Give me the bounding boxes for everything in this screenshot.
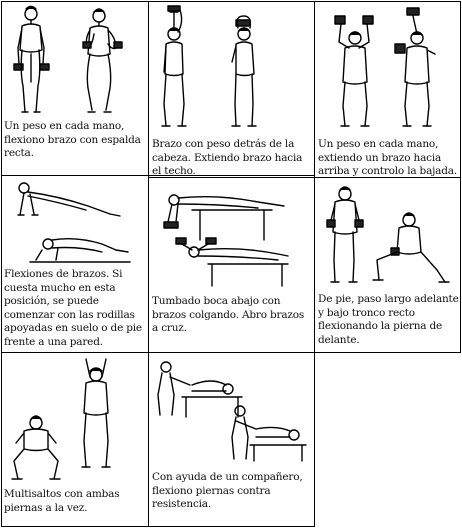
exercise-caption-7: Multisaltos con ambas piernas a la vez.: [4, 488, 120, 514]
shoulder-press-figures-icon: [317, 4, 461, 134]
push-up-figures-icon: [2, 178, 148, 266]
exercise-cell-5: [148, 177, 315, 353]
exercise-cell-8: [148, 352, 315, 527]
dumbbell-curl-figures-icon: [4, 4, 149, 116]
exercise-cell-2: [148, 1, 315, 176]
squat-jump-figures-icon: [2, 355, 148, 485]
exercise-caption-1: Un peso en cada mano, flexiono brazo con espalda recta.: [4, 120, 141, 159]
exercise-caption-6: De pie, paso largo adelante y bajo tronco recto flexionando la pierna de delante.: [318, 293, 459, 346]
lunge-figures-icon: [317, 180, 461, 290]
overhead-triceps-figures-icon: [152, 4, 312, 134]
exercise-caption-4: Flexiones de brazos. Si cuesta mucho en esta posición, se puede comenzar con las rodillas apoyadas en suelo o de pie frente a una pared.: [4, 268, 142, 348]
exercise-cell-7: [1, 352, 149, 527]
exercise-caption-5: Tumbado boca abajo con brazos colgando. Abro brazos a cruz.: [152, 295, 305, 334]
exercise-caption-2: Brazo con peso detrás de la cabeza. Extiendo brazo hacia el techo.: [152, 138, 303, 176]
exercise-cell-1: [1, 1, 149, 176]
bench-reverse-fly-figures-icon: [152, 180, 312, 290]
exercise-cell-4: [1, 175, 149, 353]
exercise-cell-3: [314, 1, 461, 178]
exercise-caption-3: Un peso en cada mano, extiendo un brazo hacia arriba y controlo la bajada.: [318, 138, 457, 177]
partner-leg-curl-figures-icon: [152, 355, 312, 463]
exercise-sheet: [1, 1, 460, 527]
exercise-caption-8: Con ayuda de un compañero, flexiono piernas contra resistencia.: [152, 471, 303, 510]
exercise-cell-6: [314, 177, 461, 353]
